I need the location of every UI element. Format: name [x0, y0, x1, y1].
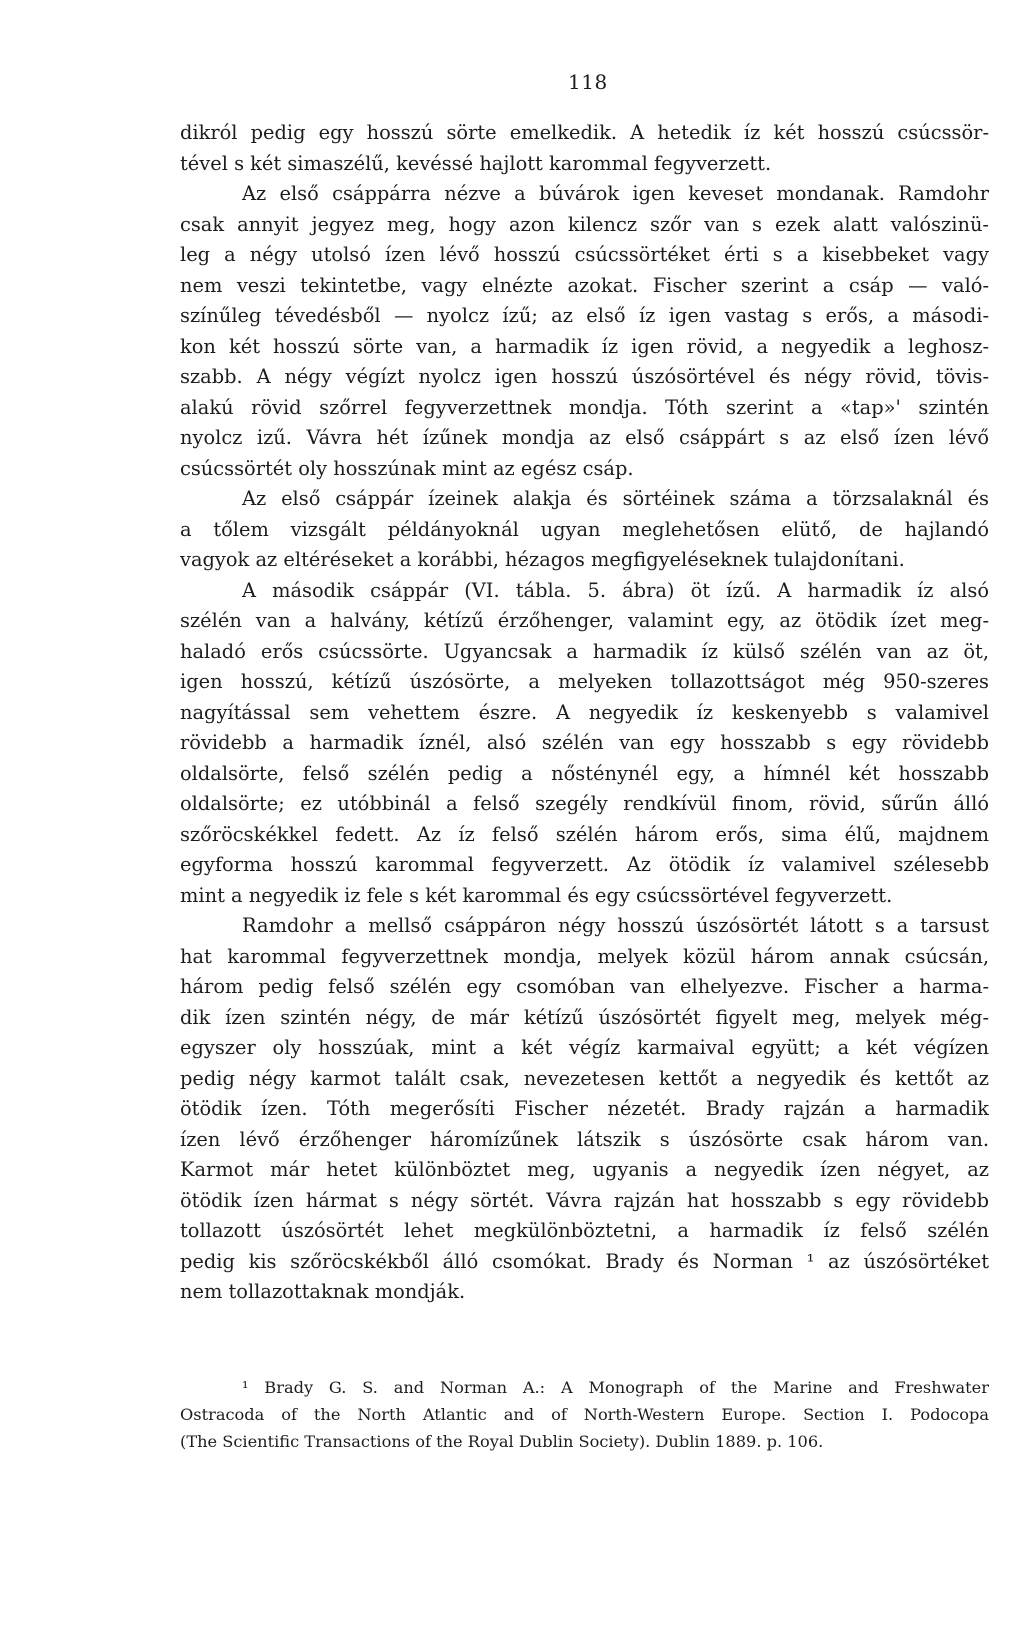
text-line: oldalsörte; ez utóbbinál a felső szegély rendkívül finom, rövid, sűrűn álló [180, 792, 989, 815]
text-line: csúcssörtét oly hosszúnak mint az egész csáp. [180, 456, 634, 480]
footnote-line: ¹ Brady G. S. and Norman A.: A Monograph of the Marine and Freshwater [242, 1378, 989, 1397]
text-line: mint a negyedik iz fele s két karommal és egy csúcssörtével fegyverzett. [180, 883, 893, 907]
text-line: haladó erős csúcssörte. Ugyancsak a harmadik íz külső szélén van az öt, [180, 639, 989, 663]
text-line: leg a négy utolsó ízen lévő hosszú csúcssörtéket érti s a kisebbeket vagy [180, 243, 989, 266]
text-line: vagyok az eltéréseket a korábbi, hézagos megfigyeléseknek tulajdonítani. [180, 548, 905, 571]
footnote-line: (The Scientific Transactions of the Royal Dublin Society). Dublin 1889. p. 106. [180, 1432, 824, 1451]
text-line: pedig négy karmot talált csak, nevezetesen kettőt a negyedik és kettőt az [180, 1066, 989, 1090]
text-line: Ramdohr a mellső csáppáron négy hosszú úszósörtét látott s a tarsust [242, 914, 989, 937]
text-line: oldalsörte, felső szélén pedig a nősténynél egy, a hímnél két hosszabb [180, 761, 989, 785]
text-line: nyolcz izű. Vávra hét ízűnek mondja az első csáppárt s az első ízen lévő [180, 426, 989, 449]
page-number: 118 [568, 70, 608, 94]
footnote-line: Ostracoda of the North Atlantic and of North-Western Europe. Section I. Podocopa [180, 1405, 989, 1424]
text-line: a tőlem vizsgált példányoknál ugyan meglehetősen elütő, de hajlandó [180, 517, 989, 541]
text-line: szabb. A négy végízt nyolcz igen hosszú úszósörtével és négy rövid, tövis- [180, 365, 989, 388]
text-line: Az első csáppár ízeinek alakja és sörtéinek száma a törzsalaknál és [242, 487, 989, 510]
text-line: pedig kis szőröcskékből álló csomókat. Brady és Norman ¹ az úszósörtéket [180, 1249, 989, 1273]
text-line: Az első csáppárra nézve a búvárok igen keveset mondanak. Ramdohr [242, 182, 989, 205]
text-line: nem tollazottaknak mondják. [180, 1280, 466, 1303]
text-line: három pedig felső szélén egy csomóban van elhelyezve. Fischer a harma- [180, 975, 989, 998]
text-line: egyszer oly hosszúak, mint a két végíz karmaival együtt; a két végízen [180, 1036, 989, 1059]
text-line: rövidebb a harmadik íznél, alsó szélén van egy hosszabb s egy rövidebb [180, 731, 989, 754]
text-line: Karmot már hetet különböztet meg, ugyanis a negyedik ízen négyet, az [180, 1158, 989, 1181]
text-line: igen hosszú, kétízű úszósörte, a melyeken tollazottságot még 950-szeres [180, 670, 989, 693]
text-line: dikról pedig egy hosszú sörte emelkedik. A hetedik íz két hosszú csúcssör- [180, 121, 989, 144]
text-line: ötödik ízen. Tóth megerősíti Fischer nézetét. Brady rajzán a harmadik [180, 1097, 989, 1120]
text-line: tollazott úszósörtét lehet megkülönböztetni, a harmadik íz felső szélén [180, 1219, 989, 1242]
text-line: nem veszi tekintetbe, vagy elnézte azokat. Fischer szerint a csáp — való- [180, 273, 989, 297]
text-line: egyforma hosszú karommal fegyverzett. Az ötödik íz valamivel szélesebb [180, 853, 989, 876]
text-line: kon két hosszú sörte van, a harmadik íz igen rövid, a negyedik a leghosz- [180, 334, 989, 358]
text-line: csak annyit jegyez meg, hogy azon kilencz szőr van s ezek alatt valószinü- [180, 212, 989, 236]
text-line: szőröcskékkel fedett. Az íz felső szélén három erős, sima élű, majdnem [180, 822, 989, 846]
text-line: alakú rövid szőrrel fegyverzettnek mondja. Tóth szerint a «tap»' szintén [180, 395, 989, 419]
text-line: tével s két simaszélű, kevéssé hajlott karommal fegyverzett. [180, 151, 772, 175]
text-line: ízen lévő érzőhenger háromízűnek látszik s úszósörte csak három van. [180, 1127, 989, 1151]
text-line: színűleg tévedésből — nyolcz ízű; az első íz igen vastag s erős, a másodi- [180, 304, 989, 327]
text-line: szélén van a halvány, kétízű érzőhenger, valamint egy, az ötödik ízet meg- [180, 609, 989, 632]
text-line: dik ízen szintén négy, de már kétízű úszósörtét figyelt meg, melyek még- [180, 1005, 989, 1029]
text-line: ötödik ízen hármat s négy sörtét. Vávra rajzán hat hosszabb s egy rövidebb [180, 1188, 989, 1212]
text-line: hat karommal fegyverzettnek mondja, melyek közül három annak csúcsán, [180, 944, 989, 968]
text-line: nagyítással sem vehettem észre. A negyedik íz keskenyebb s valamivel [180, 700, 989, 724]
text-line: A második csáppár (VI. tábla. 5. ábra) öt ízű. A harmadik íz alsó [242, 578, 989, 602]
